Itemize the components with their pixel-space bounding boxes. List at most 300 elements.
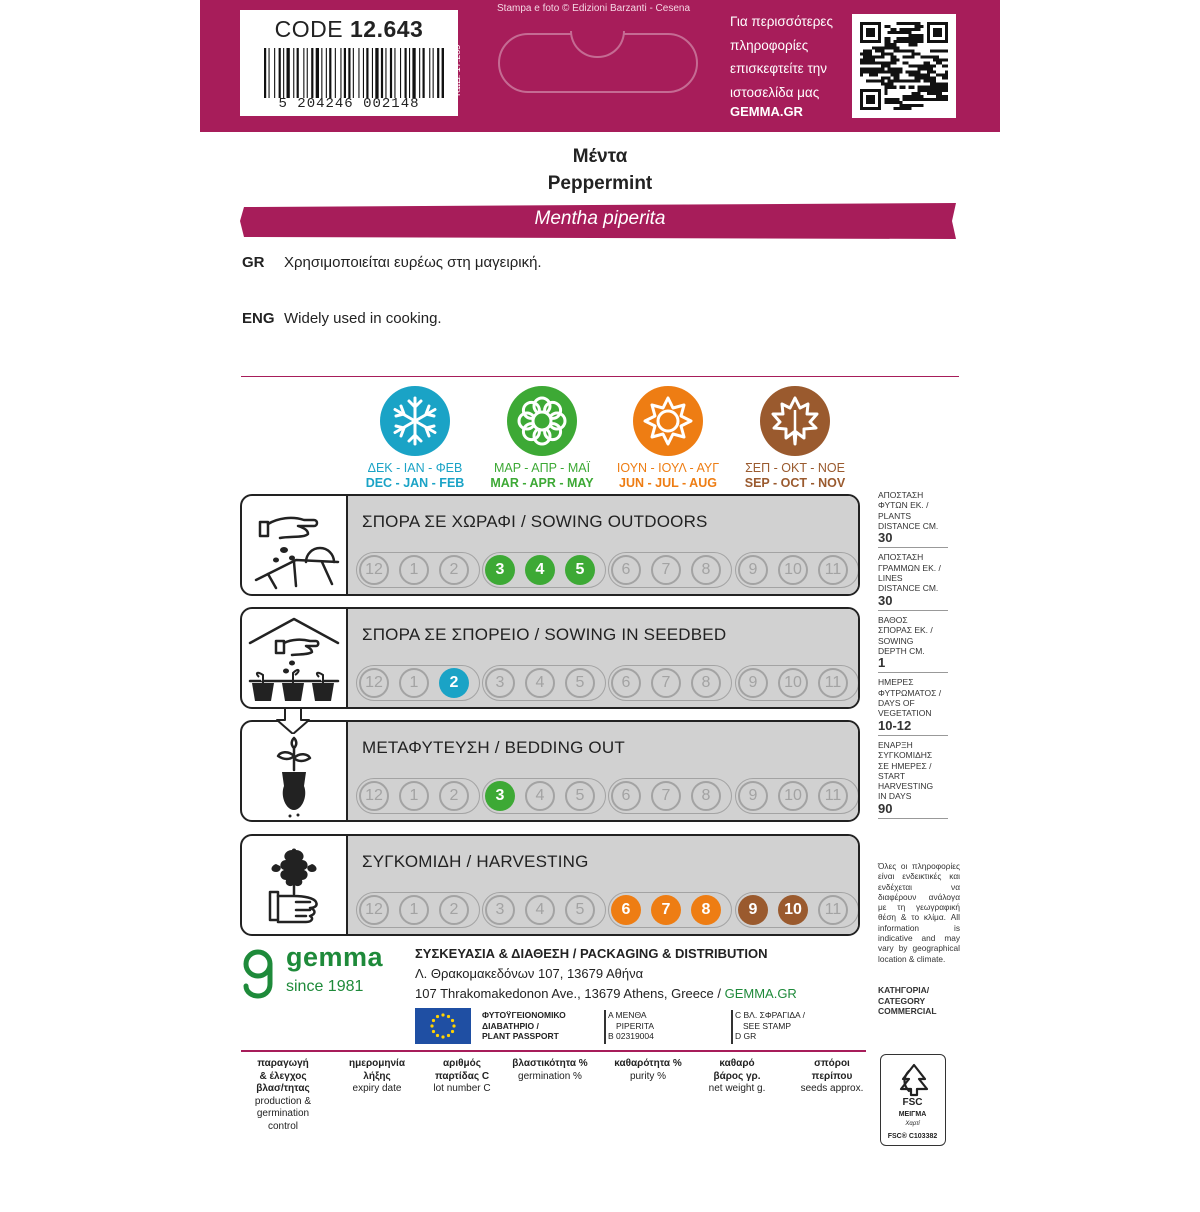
calendar-row-harvesting bbox=[240, 834, 860, 936]
qr-module bbox=[933, 89, 936, 92]
qr-module bbox=[945, 71, 948, 74]
qr-module bbox=[899, 37, 902, 40]
qr-module bbox=[887, 40, 890, 43]
qr-module bbox=[893, 55, 896, 58]
passport-divider bbox=[731, 1010, 733, 1044]
qr-module bbox=[915, 64, 918, 67]
qr-module bbox=[902, 95, 905, 98]
qr-module bbox=[942, 74, 945, 77]
qr-module bbox=[924, 77, 927, 80]
passport-field-a-b bbox=[608, 1010, 654, 1042]
qr-module bbox=[878, 49, 881, 52]
qr-module bbox=[945, 25, 948, 28]
qr-module bbox=[869, 101, 872, 104]
barcode-bar bbox=[344, 48, 346, 98]
qr-module bbox=[909, 22, 912, 25]
qr-module bbox=[896, 101, 899, 104]
sun-icon bbox=[633, 386, 703, 456]
leaf-icon bbox=[760, 386, 830, 456]
qr-module bbox=[884, 92, 887, 95]
qr-module bbox=[878, 95, 881, 98]
qr-module bbox=[887, 101, 890, 104]
column-header-gr: βλαστικότητα % bbox=[512, 1058, 588, 1069]
address-en bbox=[415, 986, 797, 1001]
qr-code-icon[interactable] bbox=[860, 22, 948, 110]
month-active: 8 bbox=[691, 895, 721, 925]
qr-module bbox=[939, 95, 942, 98]
passport-line: C ΒΛ. ΣΦΡΑΓΙΔΑ / bbox=[735, 1010, 805, 1020]
spec-label: ΣΠΟΡΑΣ ΕΚ. / bbox=[878, 625, 933, 636]
qr-module bbox=[933, 28, 936, 31]
company-website-link[interactable]: GEMMA.GR bbox=[724, 986, 797, 1001]
qr-module bbox=[906, 95, 909, 98]
qr-module bbox=[906, 55, 909, 58]
qr-module bbox=[902, 28, 905, 31]
qr-module bbox=[893, 86, 896, 89]
qr-module bbox=[875, 89, 878, 92]
column-header-en: germination % bbox=[518, 1070, 582, 1082]
qr-module bbox=[909, 37, 912, 40]
fsc-mix: ΜΕΙΓΜΑ bbox=[898, 1111, 927, 1118]
qr-module bbox=[902, 40, 905, 43]
qr-module bbox=[902, 55, 905, 58]
qr-module bbox=[899, 107, 902, 110]
qr-module bbox=[887, 61, 890, 64]
qr-module bbox=[902, 22, 905, 25]
qr-module bbox=[884, 89, 887, 92]
qr-module bbox=[866, 28, 869, 31]
qr-module bbox=[912, 95, 915, 98]
qr-module bbox=[884, 37, 887, 40]
qr-module bbox=[902, 31, 905, 34]
qr-module bbox=[927, 31, 930, 34]
qr-module bbox=[878, 40, 881, 43]
qr-module bbox=[872, 46, 875, 49]
qr-module bbox=[927, 89, 930, 92]
barcode-number: 5 204246 002148 bbox=[278, 96, 420, 112]
gemma-wordmark: gemma bbox=[286, 942, 384, 972]
qr-module bbox=[890, 61, 893, 64]
qr-module bbox=[869, 71, 872, 74]
barcode-bar bbox=[348, 48, 350, 98]
qr-module bbox=[881, 83, 884, 86]
qr-module bbox=[869, 61, 872, 64]
spec-label: ΗΜΕΡΕΣ bbox=[878, 677, 914, 688]
sidebar-spec bbox=[878, 615, 948, 673]
qr-module bbox=[906, 80, 909, 83]
qr-module bbox=[912, 49, 915, 52]
month: 2 bbox=[439, 555, 469, 585]
column-header-gr: & έλεγχος bbox=[259, 1070, 307, 1082]
qr-module bbox=[902, 86, 905, 89]
calendar-row-sowing-seedbed bbox=[240, 607, 860, 709]
barcode-bar bbox=[375, 48, 378, 98]
qr-module bbox=[918, 34, 921, 37]
month: 11 bbox=[818, 668, 848, 698]
qr-module bbox=[887, 80, 890, 83]
kod-number: ΚΩΔ. 17.285 bbox=[452, 44, 462, 96]
qr-module bbox=[939, 49, 942, 52]
spec-label: DISTANCE CM. bbox=[878, 520, 939, 531]
column-header-gr: παραγωγή bbox=[257, 1058, 309, 1069]
qr-module bbox=[878, 46, 881, 49]
qr-module bbox=[936, 58, 939, 61]
qr-module bbox=[896, 58, 899, 61]
month: 2 bbox=[439, 781, 469, 811]
spec-divider bbox=[878, 735, 948, 736]
divider bbox=[241, 376, 959, 377]
qr-module bbox=[887, 68, 890, 71]
qr-module bbox=[945, 28, 948, 31]
qr-module bbox=[881, 46, 884, 49]
qr-module bbox=[909, 34, 912, 37]
qr-module bbox=[875, 80, 878, 83]
qr-module bbox=[942, 83, 945, 86]
qr-module bbox=[884, 25, 887, 28]
qr-module bbox=[881, 64, 884, 67]
qr-module bbox=[878, 89, 881, 92]
qr-module bbox=[912, 40, 915, 43]
qr-module bbox=[930, 77, 933, 80]
qr-module bbox=[933, 98, 936, 101]
qr-module bbox=[945, 74, 948, 77]
month-active: 6 bbox=[611, 895, 641, 925]
qr-module bbox=[936, 34, 939, 37]
qr-module bbox=[890, 83, 893, 86]
spec-label: LINES bbox=[878, 573, 903, 584]
qr-module bbox=[869, 58, 872, 61]
row-label: ΣΠΟΡΑ ΣΕ ΧΩΡΑΦΙ / SOWING OUTDOORS bbox=[362, 512, 708, 531]
spec-value: 10-12 bbox=[878, 717, 912, 733]
row-divider bbox=[346, 496, 348, 596]
qr-module bbox=[933, 77, 936, 80]
qr-module bbox=[866, 101, 869, 104]
column-header-gr: λήξης bbox=[363, 1070, 391, 1082]
qr-module bbox=[872, 28, 875, 31]
month: 6 bbox=[611, 668, 641, 698]
qr-module bbox=[878, 37, 881, 40]
barcode-bar bbox=[429, 48, 430, 98]
month: 11 bbox=[818, 555, 848, 585]
month: 9 bbox=[738, 555, 768, 585]
qr-module bbox=[893, 43, 896, 46]
qr-module bbox=[890, 80, 893, 83]
month: 11 bbox=[818, 781, 848, 811]
month: 11 bbox=[818, 895, 848, 925]
qr-module bbox=[912, 86, 915, 89]
month-active: 10 bbox=[778, 895, 808, 925]
plant-passport-title bbox=[482, 1010, 566, 1042]
month-active: 7 bbox=[651, 895, 681, 925]
column-header-gr: βλασ/τητας bbox=[256, 1083, 310, 1095]
qr-module bbox=[893, 68, 896, 71]
info-line: Για περισσότερες bbox=[730, 14, 833, 29]
qr-module bbox=[878, 71, 881, 74]
qr-module bbox=[893, 31, 896, 34]
column-header-en: seeds approx. bbox=[800, 1083, 864, 1095]
qr-module bbox=[878, 22, 881, 25]
qr-module bbox=[860, 37, 863, 40]
qr-module bbox=[915, 92, 918, 95]
qr-module bbox=[866, 98, 869, 101]
qr-module bbox=[869, 98, 872, 101]
qr-module bbox=[939, 40, 942, 43]
season-months-en: JUN - JUL - AUG bbox=[619, 476, 717, 490]
qr-module bbox=[887, 86, 890, 89]
qr-module bbox=[933, 83, 936, 86]
row-divider bbox=[346, 609, 348, 709]
qr-module bbox=[927, 98, 930, 101]
qr-module bbox=[878, 28, 881, 31]
qr-module bbox=[927, 71, 930, 74]
barcode-bar bbox=[274, 48, 275, 98]
qr-module bbox=[927, 86, 930, 89]
qr-module bbox=[866, 107, 869, 110]
column-header-en: germination bbox=[256, 1108, 310, 1120]
fsc-tree-icon bbox=[895, 1061, 933, 1097]
qr-module bbox=[906, 37, 909, 40]
spec-label: PLANTS bbox=[878, 510, 912, 521]
qr-module bbox=[875, 68, 878, 71]
bedding-out-icon bbox=[246, 726, 342, 818]
month: 2 bbox=[439, 895, 469, 925]
info-line: επισκεφτείτε την bbox=[730, 61, 828, 77]
qr-module bbox=[875, 107, 878, 110]
month: 12 bbox=[359, 555, 389, 585]
qr-module bbox=[906, 61, 909, 64]
qr-module bbox=[906, 104, 909, 107]
qr-module bbox=[924, 55, 927, 58]
qr-module bbox=[860, 89, 863, 92]
qr-module bbox=[875, 71, 878, 74]
qr-module bbox=[881, 61, 884, 64]
qr-module bbox=[945, 58, 948, 61]
sowing-outdoors-icon bbox=[246, 500, 342, 592]
qr-module bbox=[918, 37, 921, 40]
qr-module bbox=[936, 86, 939, 89]
qr-module bbox=[869, 74, 872, 77]
qr-module bbox=[912, 80, 915, 83]
row-label: ΣΥΓΚΟΜΙΔΗ / HARVESTING bbox=[362, 852, 589, 871]
qr-module bbox=[887, 64, 890, 67]
qr-module bbox=[866, 71, 869, 74]
table-column bbox=[508, 1058, 592, 1083]
product-code: CODE 12.643 bbox=[274, 16, 424, 42]
qr-module bbox=[890, 71, 893, 74]
qr-module bbox=[860, 58, 863, 61]
qr-module bbox=[921, 77, 924, 80]
qr-module bbox=[945, 34, 948, 37]
qr-module bbox=[860, 22, 863, 25]
qr-module bbox=[927, 25, 930, 28]
month: 1 bbox=[399, 781, 429, 811]
info-line: ιστοσελίδα μας bbox=[730, 84, 820, 100]
qr-module bbox=[860, 95, 863, 98]
qr-module bbox=[902, 107, 905, 110]
season-months-en: SEP - OCT - NOV bbox=[744, 476, 846, 490]
qr-module bbox=[912, 52, 915, 55]
qr-module bbox=[930, 55, 933, 58]
month-active: 3 bbox=[485, 781, 515, 811]
qr-module bbox=[884, 83, 887, 86]
qr-module bbox=[875, 46, 878, 49]
qr-module bbox=[906, 49, 909, 52]
spec-label: DAYS OF bbox=[878, 698, 915, 709]
print-credit: Stampa e foto © Edizioni Barzanti - Cesena bbox=[497, 3, 691, 14]
month: 1 bbox=[399, 555, 429, 585]
barcode-bar bbox=[316, 48, 319, 98]
qr-module bbox=[875, 22, 878, 25]
month: 5 bbox=[565, 668, 595, 698]
qr-module bbox=[927, 55, 930, 58]
qr-module bbox=[942, 49, 945, 52]
qr-module bbox=[918, 86, 921, 89]
qr-module bbox=[902, 37, 905, 40]
month: 8 bbox=[691, 781, 721, 811]
qr-module bbox=[878, 55, 881, 58]
qr-module bbox=[896, 40, 899, 43]
barcode-bar bbox=[423, 48, 425, 98]
barcode-bar bbox=[353, 48, 354, 98]
qr-module bbox=[896, 71, 899, 74]
qr-module bbox=[936, 89, 939, 92]
table-column bbox=[420, 1058, 504, 1096]
spec-value: 1 bbox=[878, 655, 886, 671]
spec-label: ΦΥΤΩΝ ΕΚ. / bbox=[878, 500, 929, 511]
qr-module bbox=[933, 80, 936, 83]
flower-icon bbox=[507, 386, 577, 456]
month: 9 bbox=[738, 668, 768, 698]
barcode-bar bbox=[442, 48, 444, 98]
month: 1 bbox=[399, 668, 429, 698]
month: 3 bbox=[485, 668, 515, 698]
qr-module bbox=[875, 74, 878, 77]
barcode-bar bbox=[390, 48, 392, 98]
barcode-bar bbox=[303, 48, 304, 98]
qr-module bbox=[878, 104, 881, 107]
barcode-bar bbox=[405, 48, 407, 98]
qr-module bbox=[918, 89, 921, 92]
qr-module bbox=[936, 98, 939, 101]
passport-line: B 02319004 bbox=[608, 1031, 654, 1041]
passport-line: A ΜΕΝΘΑ bbox=[608, 1010, 647, 1020]
qr-module bbox=[936, 31, 939, 34]
spec-label: HARVESTING bbox=[878, 781, 934, 792]
qr-module bbox=[884, 61, 887, 64]
qr-module bbox=[906, 71, 909, 74]
qr-module bbox=[933, 31, 936, 34]
qr-module bbox=[939, 98, 942, 101]
qr-code-frame bbox=[852, 14, 956, 118]
qr-module bbox=[945, 83, 948, 86]
qr-module bbox=[896, 107, 899, 110]
qr-module bbox=[936, 22, 939, 25]
barcode-bar bbox=[279, 48, 281, 98]
barcode-bar bbox=[366, 48, 368, 98]
qr-module bbox=[890, 55, 893, 58]
snowflake-icon bbox=[380, 386, 450, 456]
qr-module bbox=[884, 77, 887, 80]
passport-line: SEE STAMP bbox=[743, 1020, 792, 1031]
qr-module bbox=[902, 98, 905, 101]
info-text bbox=[730, 10, 850, 104]
qr-module bbox=[860, 52, 863, 55]
category-line: CATEGORY bbox=[878, 995, 926, 1006]
month: 7 bbox=[651, 668, 681, 698]
qr-module bbox=[860, 25, 863, 28]
spec-label: ΒΑΘΟΣ bbox=[878, 614, 908, 625]
spec-divider bbox=[878, 672, 948, 673]
qr-module bbox=[869, 68, 872, 71]
barcode-bar bbox=[433, 48, 434, 98]
qr-module bbox=[945, 64, 948, 67]
qr-module bbox=[869, 55, 872, 58]
qr-module bbox=[866, 49, 869, 52]
passport-line: PLANT PASSPORT bbox=[482, 1031, 559, 1041]
qr-module bbox=[869, 22, 872, 25]
passport-field-c-d bbox=[735, 1010, 805, 1042]
qr-module bbox=[860, 107, 863, 110]
qr-module bbox=[939, 22, 942, 25]
latin-name: Mentha piperita bbox=[534, 208, 666, 229]
qr-module bbox=[893, 80, 896, 83]
qr-module bbox=[860, 71, 863, 74]
spec-label: VEGETATION bbox=[878, 708, 932, 719]
qr-module bbox=[921, 89, 924, 92]
qr-module bbox=[863, 68, 866, 71]
qr-module bbox=[918, 77, 921, 80]
website-link[interactable]: GEMMA.GR bbox=[730, 104, 803, 119]
qr-module bbox=[906, 31, 909, 34]
qr-module bbox=[899, 86, 902, 89]
qr-module bbox=[899, 104, 902, 107]
qr-module bbox=[899, 31, 902, 34]
qr-module bbox=[924, 68, 927, 71]
growing-info-sidebar bbox=[878, 490, 948, 823]
info-line: πληροφορίες bbox=[730, 37, 809, 53]
qr-module bbox=[887, 83, 890, 86]
qr-module bbox=[893, 74, 896, 77]
barcode bbox=[264, 48, 444, 98]
qr-module bbox=[927, 74, 930, 77]
qr-module bbox=[899, 49, 902, 52]
qr-module bbox=[945, 37, 948, 40]
qr-module bbox=[909, 104, 912, 107]
description-en: Widely used in cooking. bbox=[284, 310, 442, 327]
qr-module bbox=[875, 55, 878, 58]
qr-module bbox=[893, 46, 896, 49]
season-months-gr: ΙΟΥΝ - ΙΟΥΛ - ΑΥΓ bbox=[616, 461, 720, 475]
row-label: ΜΕΤΑΦΥΤΕΥΣΗ / BEDDING OUT bbox=[362, 738, 625, 757]
qr-module bbox=[866, 80, 869, 83]
qr-module bbox=[921, 95, 924, 98]
qr-module bbox=[927, 34, 930, 37]
qr-module bbox=[921, 55, 924, 58]
eu-star bbox=[451, 1019, 454, 1022]
qr-module bbox=[909, 74, 912, 77]
qr-module bbox=[945, 31, 948, 34]
sidebar-spec bbox=[878, 490, 948, 548]
qr-module bbox=[884, 52, 887, 55]
qr-module bbox=[921, 86, 924, 89]
month-active: 2 bbox=[439, 668, 469, 698]
qr-module bbox=[924, 89, 927, 92]
qr-module bbox=[860, 34, 863, 37]
month-active: 4 bbox=[525, 555, 555, 585]
address-en-text: 107 Thrakomakedonon Ave., 13679 Athens, Greece / bbox=[415, 986, 721, 1001]
qr-module bbox=[881, 55, 884, 58]
qr-module bbox=[906, 107, 909, 110]
